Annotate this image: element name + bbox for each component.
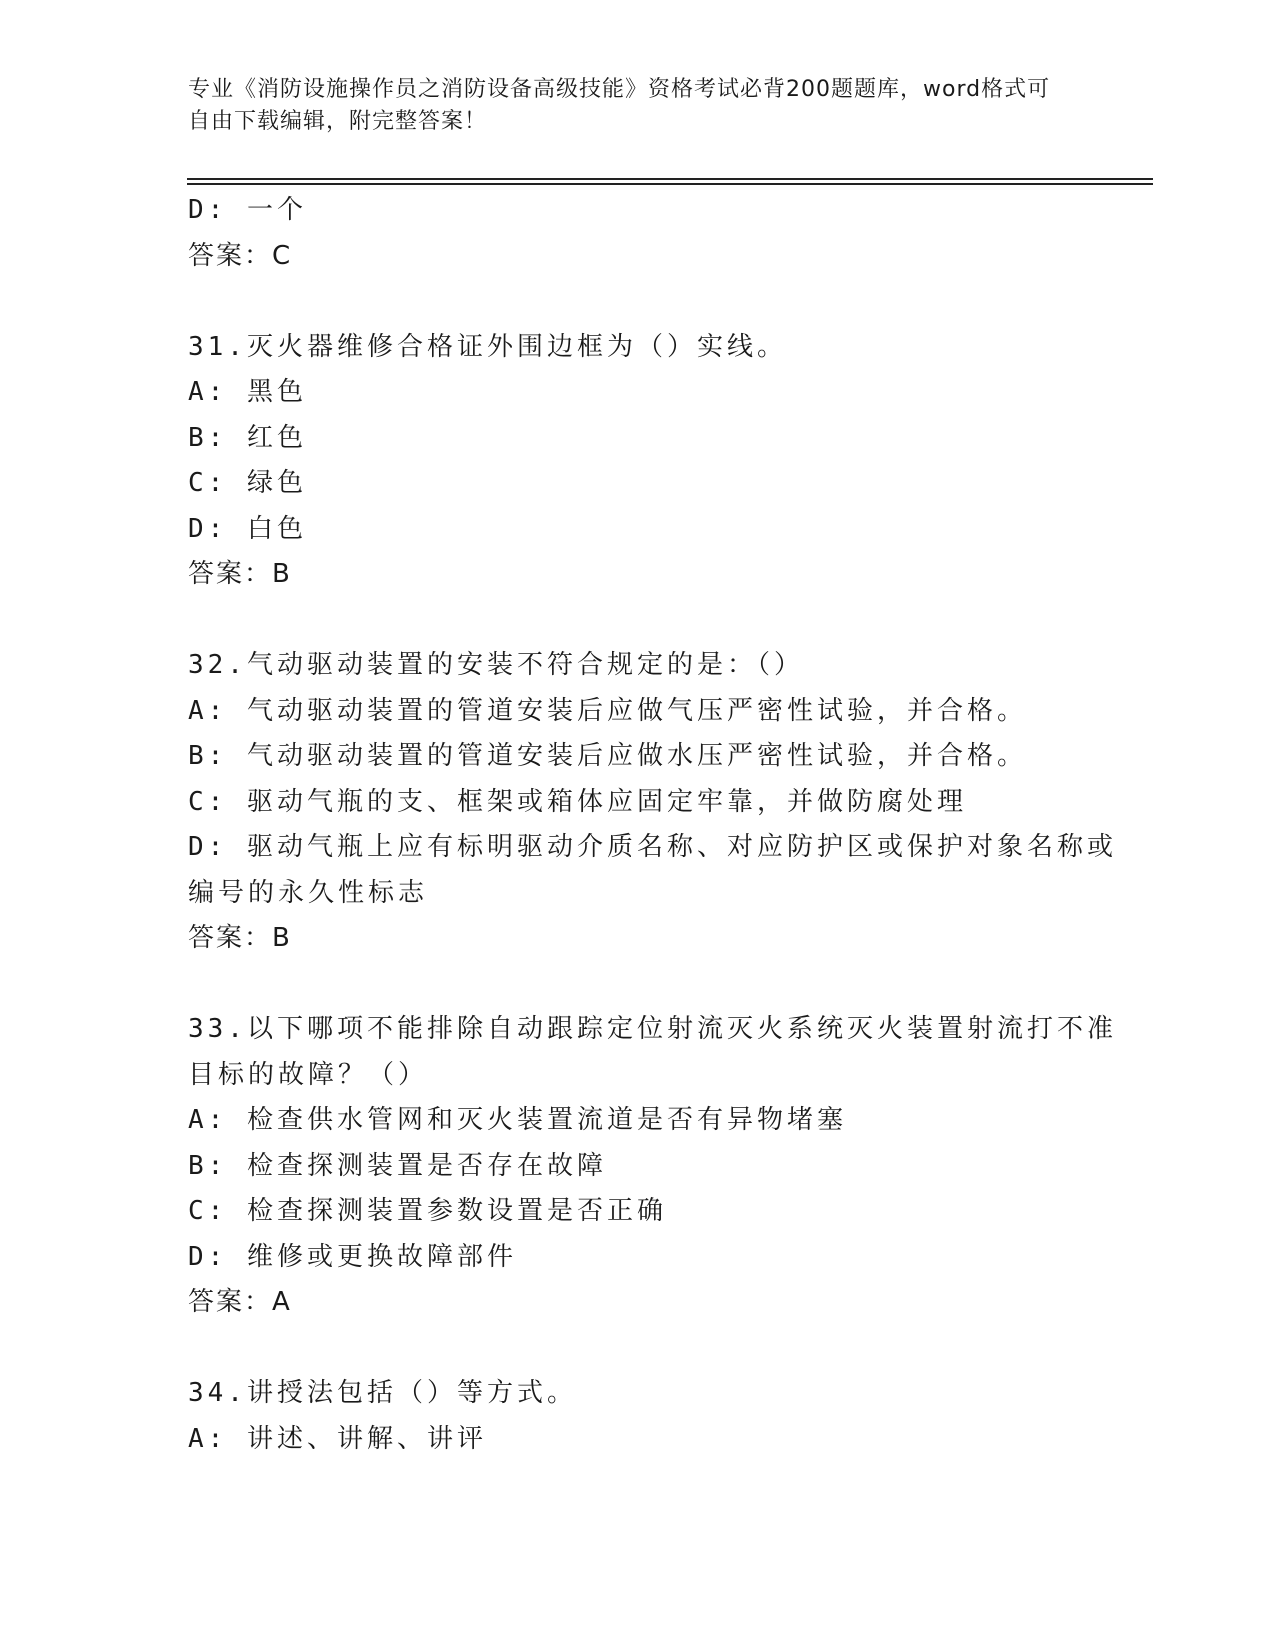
- q31-option-c: C: 绿色: [188, 468, 307, 498]
- q31-option-a: A: 黑色: [188, 377, 307, 407]
- spacer: [188, 279, 1088, 325]
- question-34: 34.讲授法包括（）等方式。: [188, 1378, 577, 1408]
- document-header: 专业《消防设施操作员之消防设备高级技能》资格考试必背200题题库，word格式可自由下载编辑，附完整答案！: [188, 77, 1051, 134]
- spacer: [188, 962, 1088, 1008]
- q32-option-d-line2: 编号的永久性标志: [188, 877, 429, 908]
- q31-option-d: D: 白色: [188, 513, 307, 544]
- prev-option-d: D: 一个: [188, 195, 307, 225]
- q32-option-a: A: 气动驱动装置的管道安装后应做气压严密性试验，并合格。: [188, 695, 1027, 726]
- q31-answer: 答案：B: [188, 559, 292, 589]
- prev-answer: 答案：C: [188, 240, 293, 271]
- q33-option-d: D: 维修或更换故障部件: [188, 1241, 517, 1272]
- q32-answer: 答案：B: [188, 923, 292, 953]
- q33-answer: 答案：A: [188, 1287, 292, 1317]
- question-31: 31.灭火器维修合格证外围边框为（）实线。: [188, 331, 787, 362]
- q34-option-a: A: 讲述、讲解、讲评: [188, 1423, 487, 1454]
- header-divider-top: [187, 178, 1153, 180]
- q33-option-a: A: 检查供水管网和灭火装置流道是否有异物堵塞: [188, 1105, 847, 1135]
- spacer: [188, 1326, 1088, 1372]
- q32-option-c: C: 驱动气瓶的支、框架或箱体应固定牢靠，并做防腐处理: [188, 786, 967, 817]
- spacer: [188, 598, 1088, 644]
- q31-option-b: B: 红色: [188, 422, 307, 453]
- question-33-line2: 目标的故障？（）: [188, 1059, 429, 1090]
- q33-option-b: B: 检查探测装置是否存在故障: [188, 1150, 607, 1181]
- document-body: [188, 188, 1117, 1462]
- header-divider-bottom: [187, 183, 1153, 185]
- q32-option-b: B: 气动驱动装置的管道安装后应做水压严密性试验，并合格。: [188, 741, 1027, 771]
- q32-option-d-line1: D: 驱动气瓶上应有标明驱动介质名称、对应防护区或保护对象名称或: [188, 832, 1117, 862]
- question-32: 32.气动驱动装置的安装不符合规定的是：（）: [188, 650, 804, 680]
- q33-option-c: C: 检查探测装置参数设置是否正确: [188, 1196, 667, 1226]
- question-33-line1: 33.以下哪项不能排除自动跟踪定位射流灭火系统灭火装置射流打不准: [188, 1014, 1117, 1044]
